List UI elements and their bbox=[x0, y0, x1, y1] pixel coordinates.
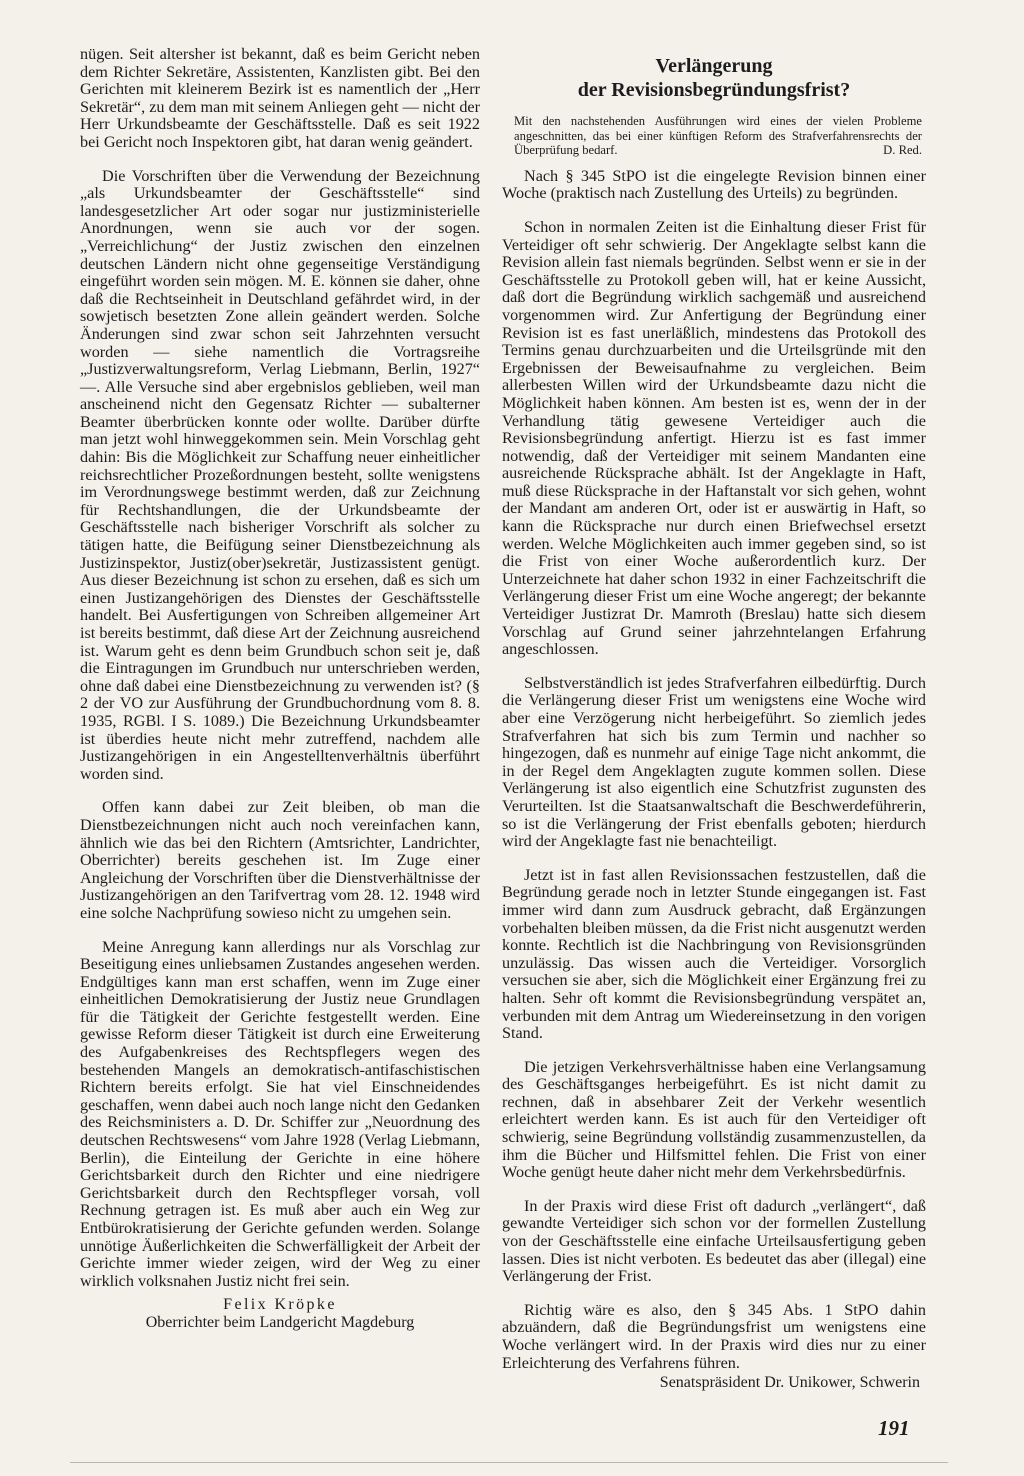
author-name: Felix Kröpke bbox=[223, 1296, 337, 1314]
right-paragraph-5: Die jetzigen Verkehrsverhältnisse haben eine Verlangsamung des Geschäftsganges herbeigeführt. Es ist nicht damit zu rechnen, daß in absehbarer Zeit der Verkehr wesentlich erleichtert werden kann. Es ist auch für den Verteidiger oft schwierig, seine Begründung vollständig zusammenzustellen, da ihm die Bücher und Hilfsmittel fehlen. Die Frist von einer Woche genügt heute daher nicht mehr dem Verkehrsbedürfnis. bbox=[502, 1057, 926, 1182]
right-paragraph-2: Schon in normalen Zeiten ist die Einhaltung dieser Frist für Verteidiger oft sehr schwierig. Der Angeklagte selbst kann die Revision allein fast niemals begründen. Selbst wenn er sie in der Geschäftsstelle zu Protokoll geben will, hat er keine Aussicht, daß dort die Begründung wirklich sachgemäß und ausreichend vorgenommen wird. Zur Anfertigung der Begründung einer Revision ist es fast unerläßlich, mindestens das Protokoll des Termins genau durchzuarbeiten und die Urteilsgründe mit den Ergebnissen der Beweisaufnahme zu vergleichen. Beim allerbesten Willen wird der Urkundsbeamte dazu nicht die Möglichkeit haben können. Am besten ist es, wenn der in der Verhandlung tätig gewesene Verteidiger auch die Revisionsbegründung anfertigt. Hierzu ist es fast immer notwendig, daß der Verteidiger mit seinem Mandanten eine ausreichende Rücksprache abhält. Ist der Angeklagte in Haft, muß diese Rücksprache in der Haftanstalt vor sich gehen, wohnt der Mandant am anderen Ort, oder ist er auswärtig in Haft, so kann die Rücksprache nur durch einen Briefwechsel ersetzt werden. Welche Möglichkeiten auch immer gegeben sind, so ist die Frist von einer Woche außerordentlich kurz. Der Unterzeichnete hat daher schon 1932 in einer Fachzeitschrift die Verlängerung dieser Frist um eine Woche angeregt; der bekannte Verteidiger Justizrat Dr. Mamroth (Breslau) hatte sich diesem Vorschlag auf Grund seiner jahrzehntelangen Erfahrung angeschlossen. bbox=[502, 217, 926, 659]
left-paragraph-3: Offen kann dabei zur Zeit bleiben, ob man die Dienstbezeichnungen nicht auch noch vereinfachen kann, ähnlich wie das bei den Richtern (Amtsrichter, Landrichter, Oberrichter) bereits geschehen ist. Im Zuge einer Angleichung der Vorschriften über die Dienstverhältnisse der Justizangehörigen an den Tarifvertrag vom 28. 12. 1948 wird eine solche Nachprüfung sowieso nicht zu umgehen sein. bbox=[80, 798, 480, 922]
article-title-line-1: Verlängerung bbox=[655, 55, 773, 77]
right-paragraph-4: Jetzt ist in fast allen Revisionssachen festzustellen, daß die Begründung gerade noch in letzter Stunde eingegangen ist. Fast immer wird dann zum Ausdruck gebracht, daß Ergänzungen vorbehalten bleiben müssen, da die Frist nicht ausgenutzt werden konnte. Rechtlich ist die Nachbringung von Revisionsgründen unzulässig. Das wissen auch die Verteidiger. Vorsorglich versuchen sie aber, sich die Möglichkeit einer Ergänzung frei zu halten. Sehr oft kommt die Revisionsbegründung verspätet an, verbunden mit dem Antrag um Wiedereinsetzung in den vorigen Stand. bbox=[502, 865, 926, 1043]
editorial-intro-text: Mit den nachstehenden Ausführungen wird eines der vielen Probleme angeschnitten, das bei einer künftigen Reform des Strafverfahrensrechts der Überprüfung bedarf. bbox=[514, 114, 922, 158]
right-column bbox=[502, 46, 926, 1392]
right-paragraph-1: Nach § 345 StPO ist die eingelegte Revision binnen einer Woche (praktisch nach Zustellung des Urteils) zu begründen. bbox=[502, 166, 926, 203]
article-title-line-2: der Revisionsbegründungsfrist? bbox=[577, 79, 851, 101]
left-paragraph-2: Die Vorschriften über die Verwendung der Bezeichnung „als Urkundsbeamter der Geschäftsstelle“ sind landesgesetzlicher Art oder sogar nur justizministerielle Anordnungen, wenn sie auch vor der sogen. „Verreichlichung“ der Justiz zwischen den einzelnen deutschen Ländern nicht ohne gegenseitige Verständigung eingeführt worden sein mögen. M. E. können sie daher, ohne daß die Rechtseinheit in Deutschland gefährdet wird, in der sowjetisch besetzten Zone allein geändert werden. Solche Änderungen sind zwar schon seit Jahrzehnten versucht worden — siehe namentlich die Vortragsreihe „Justizverwaltungsreform, Verlag Liebmann, Berlin, 1927“ —. Alle Versuche sind aber ergebnislos geblieben, weil man anscheinend nicht den Gegensatz Richter — subalterner Beamter überbrücken konnte oder wollte. Darüber dürfte man jetzt wohl hinweggekommen sein. Mein Vorschlag geht dahin: Bis die Möglichkeit zur Schaffung neuer einheitlicher reichsrechtlicher Prozeßordnungen besteht, sollte wenigstens im Verordnungswege bestimmt werden, daß zur Zeichnung für Rechtshandlungen, die der Urkundsbeamte der Geschäftsstelle nach bisheriger Vorschrift als solcher zu tätigen hatte, die Beifügung seiner Dienstbezeichnung als Justizinspektor, Justiz(ober)sekretär, Justizassistent genügt. Aus dieser Bezeichnung ist schon zu ersehen, daß es sich um einen Justizangehörigen des Dienstes der Geschäftsstelle handelt. Bei Ausfertigungen von Schreiben allgemeiner Art ist bereits bestimmt, daß diese Art der Zeichnung ausreichend ist. Warum geht es denn beim Grundbuch schon seit je, daß die Eintragungen im Grundbuch nur unterschrieben werden, ohne daß dabei eine Dienstbezeichnung zu verwenden ist? (§ 2 der VO zur Ausführung der Grundbuchordnung vom 8. 8. 1935, RGBl. I S. 1089.) Die Bezeichnung Urkundsbeamter ist überdies heute nicht mehr zutreffend, nachdem alle Justizangehörigen in ein Angestelltenverhältnis überführt worden sind. bbox=[80, 166, 480, 783]
article-title bbox=[502, 54, 926, 102]
right-paragraph-7: Richtig wäre es also, den § 345 Abs. 1 StPO dahin abzuändern, daß die Begründungsfrist um wenigstens eine Woche verlängert wird. In der Praxis wird dies nur zu einer Erleichterung des Verfahrens führen. bbox=[502, 1300, 926, 1372]
left-column bbox=[80, 46, 480, 1332]
editorial-intro bbox=[502, 114, 926, 158]
page-number: 191 bbox=[878, 1416, 910, 1440]
right-paragraph-6: In der Praxis wird diese Frist oft dadurch „verlängert“, daß gewandte Verteidiger sich schon vor der formellen Zustellung von der Geschäftsstelle eine einfache Urteilsausfertigung geben lassen. Dies ist nicht verboten. Es bedeutet das aber (illegal) eine Verlängerung der Frist. bbox=[502, 1196, 926, 1286]
signature: Senatspräsident Dr. Unikower, Schwerin bbox=[659, 1374, 920, 1392]
editorial-signature: D. Red. bbox=[883, 143, 922, 158]
left-paragraph-1: nügen. Seit altersher ist bekannt, daß es beim Gericht neben dem Richter Sekretäre, Assistenten, Kanzlisten gibt. Bei den Gerichten mit kleinerem Bezirk ist es namentlich der „Herr Sekretär“, zu dem man mit seinem Anliegen geht — nicht der Herr Urkundsbeamte der Geschäftsstelle. Daß es seit 1922 bei Gericht noch Inspektoren gibt, hat daran wenig geändert. bbox=[80, 45, 480, 151]
left-paragraph-4: Meine Anregung kann allerdings nur als Vorschlag zur Beseitigung eines unliebsamen Zustandes angesehen werden. Endgültiges kann man erst schaffen, wenn im Zuge einer einheitlichen Demokratisierung der Justiz neue Grundlagen für die Tätigkeit der Gerichte festgestellt werden. Eine gewisse Reform dieser Tätigkeit ist durch eine Erweiterung des Aufgabenkreises des Rechtspflegers wegen des bestehenden Mangels an demokratisch-antifaschistischen Richtern bereits erfolgt. Sie hat viel Einschneidendes geschaffen, wenn dabei auch noch lange nicht den Gedanken des Reichsministers a. D. Dr. Schiffer zur „Neuordnung des deutschen Rechtswesens“ vom Jahre 1928 (Verlag Liebmann, Berlin), die Einteilung der Gerichte in eine höhere Gerichtsbarkeit durch den Richter und eine niedrigere Gerichtsbarkeit durch den Rechtspfleger vorsah, voll Rechnung getragen ist. Es muß aber auch ein Weg zur Entbürokratisierung der Gerichte gefunden werden. Solange unnötige Äußerlichkeiten die Schwerfälligkeit der Arbeit der Gerichte immer wieder zeigen, wird der Weg zu einer wirklich volksnahen Justiz nicht frei sein. bbox=[80, 937, 480, 1290]
right-paragraph-3: Selbstverständlich ist jedes Strafverfahren eilbedürftig. Durch die Verlängerung dieser Frist um wenigstens eine Woche wird aber eine Verzögerung nicht herbeigeführt. So ziemlich jedes Strafverfahren hat sich bis zum Termin und nachher so hingezogen, daß es nunmehr auf einige Tage nicht ankommt, die in der Regel dem Angeklagten zugute kommen sollen. Diese Verlängerung ist also eigentlich eine Schutzfrist zugunsten des Verurteilten. Ist die Staatsanwaltschaft die Beschwerdeführerin, so ist die Verlängerung der Frist ebenfalls geboten; hierdurch wird der Angeklagte fast nie benachteiligt. bbox=[502, 673, 926, 851]
author-title: Oberrichter beim Landgericht Magdeburg bbox=[145, 1314, 415, 1332]
bottom-rule bbox=[70, 1462, 948, 1463]
